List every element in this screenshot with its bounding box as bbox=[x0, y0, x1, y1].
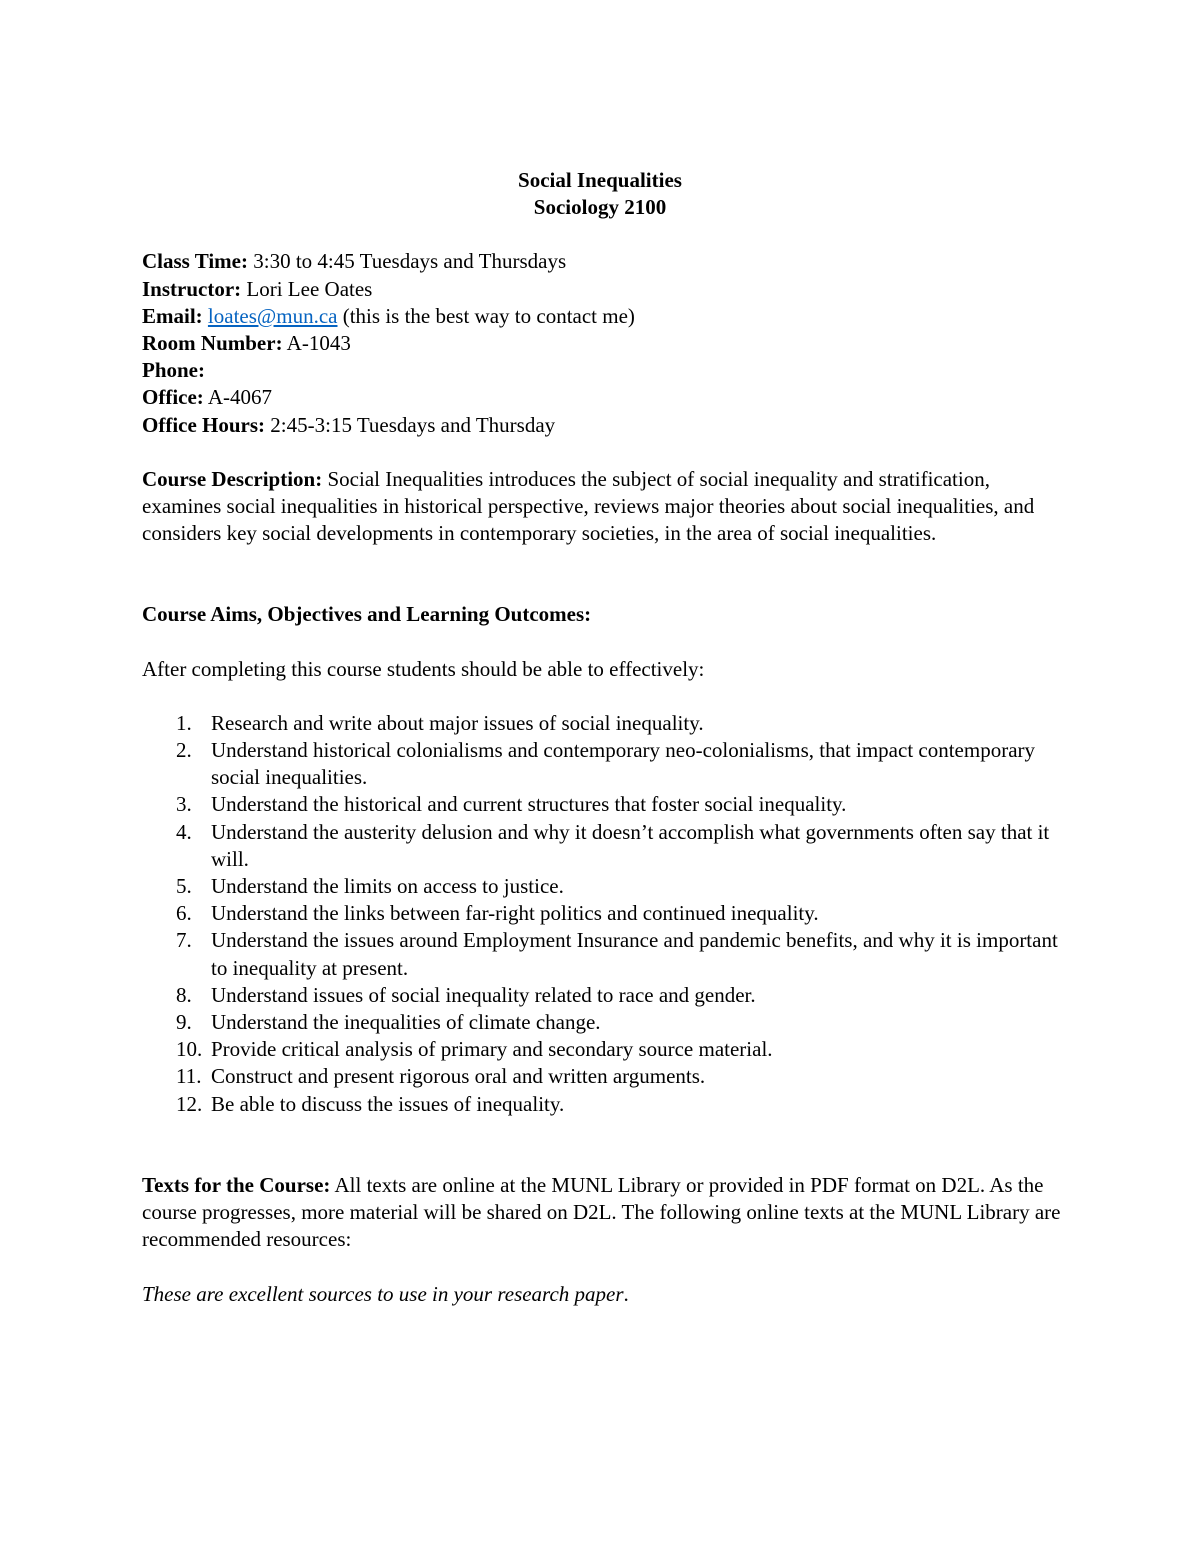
syllabus-page bbox=[142, 167, 1062, 1308]
aims-heading: Course Aims, Objectives and Learning Outcomes: bbox=[142, 602, 592, 627]
list-item-number: 6. bbox=[176, 901, 192, 926]
course-description-text: Social Inequalities introduces the subject of social inequality and stratification, examines social inequalities in historical perspective, reviews major theories about social inequalities, and considers key social developments in contemporary societies, in the area of social inequalities. bbox=[142, 466, 1035, 546]
class-time-line bbox=[142, 248, 1062, 275]
list-item-number: 5. bbox=[176, 874, 192, 899]
list-item bbox=[142, 1091, 1062, 1118]
research-note-text: These are excellent sources to use in your research paper bbox=[142, 1281, 624, 1306]
list-item-text: Understand the austerity delusion and why it doesn’t accomplish what governments often say that it will. bbox=[211, 819, 1050, 871]
course-title: Social Inequalities bbox=[518, 168, 682, 192]
list-item bbox=[142, 1063, 1062, 1090]
office-label: Office: bbox=[142, 385, 204, 410]
research-note bbox=[142, 1281, 1062, 1308]
list-item bbox=[142, 1009, 1062, 1036]
list-item bbox=[142, 819, 1062, 873]
list-item-text: Understand historical colonialisms and contemporary neo-colonialisms, that impact contemporary social inequalities. bbox=[211, 738, 1036, 790]
room-value: A-1043 bbox=[286, 331, 351, 356]
list-item bbox=[142, 900, 1062, 927]
class-time-label: Class Time: bbox=[142, 249, 248, 274]
list-item-text: Understand the inequalities of climate change. bbox=[211, 1010, 601, 1035]
email-label: Email: bbox=[142, 303, 203, 328]
course-code: Sociology 2100 bbox=[533, 195, 667, 220]
list-item-text: Understand the limits on access to justice. bbox=[211, 874, 564, 899]
email-link[interactable]: loates@mun.ca bbox=[207, 303, 338, 328]
list-item-number: 10. bbox=[176, 1037, 203, 1062]
list-item-text: Understand the links between far-right politics and continued inequality. bbox=[211, 901, 819, 926]
instructor-value: Lori Lee Oates bbox=[246, 276, 373, 301]
office-line bbox=[142, 384, 1062, 411]
list-item-text: Understand the issues around Employment Insurance and pandemic benefits, and why it is important to inequality at present. bbox=[211, 928, 1058, 980]
course-texts-label: Texts for the Course: bbox=[142, 1172, 331, 1197]
room-line bbox=[142, 330, 1062, 357]
list-item-number: 9. bbox=[176, 1010, 192, 1035]
list-item-number: 3. bbox=[176, 792, 192, 817]
phone-line bbox=[142, 357, 1062, 384]
room-label: Room Number: bbox=[142, 331, 283, 356]
course-texts-text: All texts are online at the MUNL Library or provided in PDF format on D2L. As the course progresses, more material will be shared on D2L. The following online texts at the MUNL Library are recommended resources: bbox=[142, 1172, 1061, 1252]
course-description-label: Course Description: bbox=[142, 466, 323, 491]
list-item-text: Understand the historical and current structures that foster social inequality. bbox=[211, 792, 847, 817]
course-texts bbox=[142, 1172, 1062, 1254]
list-item-number: 2. bbox=[176, 738, 192, 763]
list-item bbox=[142, 982, 1062, 1009]
office-value: A-4067 bbox=[207, 385, 273, 410]
list-item bbox=[142, 1036, 1062, 1063]
list-item-number: 11. bbox=[176, 1064, 202, 1089]
office-hours-value: 2:45-3:15 Tuesdays and Thursday bbox=[270, 412, 556, 437]
office-hours-label: Office Hours: bbox=[142, 412, 266, 437]
list-item-number: 12. bbox=[176, 1091, 203, 1116]
list-item bbox=[142, 791, 1062, 818]
list-item-number: 4. bbox=[176, 819, 192, 844]
list-item-text: Research and write about major issues of social inequality. bbox=[211, 710, 704, 735]
instructor-label: Instructor: bbox=[142, 276, 242, 301]
instructor-line bbox=[142, 276, 1062, 303]
aims-intro: After completing this course students should be able to effectively: bbox=[142, 656, 705, 681]
list-item-number: 1. bbox=[176, 710, 192, 735]
research-note-period: . bbox=[623, 1281, 629, 1306]
list-item-text: Provide critical analysis of primary and secondary source material. bbox=[211, 1037, 773, 1062]
learning-outcomes-list bbox=[142, 710, 1062, 1118]
list-item-number: 8. bbox=[176, 982, 192, 1007]
office-hours-line bbox=[142, 412, 1062, 439]
list-item bbox=[142, 927, 1062, 981]
list-item bbox=[142, 873, 1062, 900]
phone-label: Phone: bbox=[142, 358, 205, 383]
list-item bbox=[142, 737, 1062, 791]
class-time-value: 3:30 to 4:45 Tuesdays and Thursdays bbox=[253, 249, 567, 274]
list-item-text: Understand issues of social inequality related to race and gender. bbox=[211, 982, 756, 1007]
list-item-number: 7. bbox=[176, 928, 192, 953]
list-item-text: Construct and present rigorous oral and written arguments. bbox=[211, 1064, 706, 1089]
email-note: (this is the best way to contact me) bbox=[342, 303, 635, 328]
course-description bbox=[142, 466, 1062, 548]
email-line bbox=[142, 303, 1062, 330]
list-item-text: Be able to discuss the issues of inequality. bbox=[211, 1091, 565, 1116]
list-item bbox=[142, 710, 1062, 737]
